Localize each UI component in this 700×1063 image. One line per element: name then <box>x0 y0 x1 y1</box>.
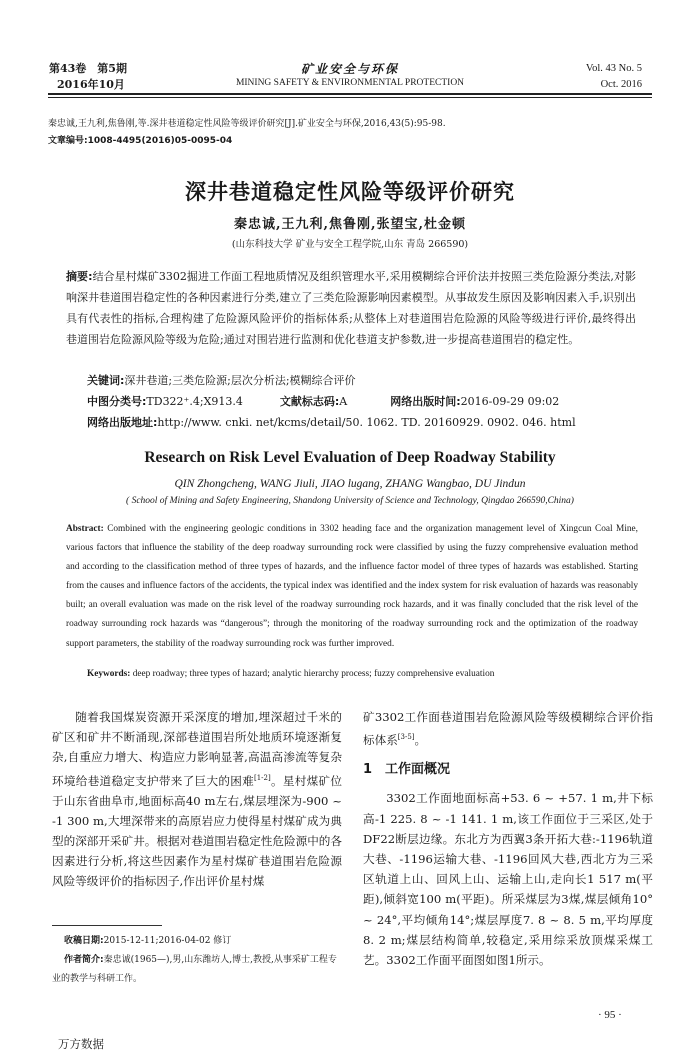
abstract-cn-text: 结合星村煤矿3302掘进工作面工程地质情况及组织管理水平,采用模糊综合评价法并按照三类危险源分类法,对影响深井巷道围岩稳定性的各种因素进行分类,建立了三类危险源影响因素模型。从事故发生原因及影响因素入手,识别出具有代表性的指标,合理构建了危险源风险评价的指标体系;从整体上对巷道围岩危险源的风险等级进行评价,最终得出巷道围岩危险源风险等级为危险;通过对围岩进行监测和优化巷道支护参数,进一步提高巷道围岩的稳定性。 <box>66 270 637 346</box>
citation-block <box>48 116 652 150</box>
header-volume-en <box>586 61 642 93</box>
volume-issue-cn: 第43卷 第5期 <box>49 62 127 75</box>
header-rule-thick <box>48 93 652 95</box>
authors-en: QIN Zhongcheng, WANG Jiuli, JIAO lugang, ZHANG Wangbao, DU Jindun <box>174 478 526 490</box>
journal-name-cn: 矿业安全与环保 <box>300 62 399 76</box>
author-bio-text: 秦忠诚(1965—),男,山东潍坊人,博士,教授,从事采矿工程专业的教学与科研工作。 <box>52 955 337 984</box>
received-value: 2015-12-11;2016-04-02 修订 <box>103 936 232 946</box>
header-rule-thin <box>48 97 652 98</box>
article-number-value: 1008-4495(2016)05-0095-04 <box>87 136 233 146</box>
received-label: 收稿日期: <box>64 936 104 946</box>
article-number-label: 文章编号: <box>48 136 88 146</box>
footnote-rule <box>52 925 162 926</box>
paper-title-en: Research on Risk Level Evaluation of Deep Roadway Stability <box>144 449 556 466</box>
intro-cont-text: 矿3302工作面巷道围岩危险源风险等级模糊综合评价指标体系 <box>363 710 653 748</box>
keywords-cn-text: 深井巷道;三类危险源;层次分析法;模糊综合评价 <box>124 374 356 387</box>
intro-ref-1: [1-2] <box>253 773 271 782</box>
keywords-en-label: Keywords: <box>87 669 131 679</box>
volume-issue-en: Vol. 43 No. 5 <box>585 63 642 74</box>
abstract-en-text: Combined with the engineering geologic conditions in 3302 heading face and the organization management level of Xingcun Coal Mine, various factors that influence the stability of the deep roadway surrounding rock were classified by using the fuzzy comprehensive evaluation method and according to the classification method of three types of hazards, and the influence factor model of three types of hazards was established. Starting from the causes and influence factors of the accidents, the typical index was identified and the index system for risk evaluation of hazards was reasonably built; an overall evaluation was made on the risk level of the roadway surrounding rock hazards, and it was finally concluded that the risk level of the roadway surrounding rock hazards was “dangerous”; through the monitoring of the roadway surrounding rock and the optimization of the roadway support parameters, the stability of the roadway surrounding rock was further improved. <box>66 524 638 649</box>
intro-cont-end: 。 <box>414 733 427 748</box>
date-cn: 2016年10月 <box>57 78 125 91</box>
received-date <box>52 932 342 951</box>
clc-value: TD322⁺.4;X913.4 <box>146 395 243 408</box>
author-bio-label: 作者简介: <box>64 955 104 965</box>
intro-continuation <box>363 707 653 750</box>
intro-text-2: 。星村煤矿位于山东省曲阜市,地面标高40 m左右,煤层埋深为-900 ~ -1 300 m,大埋深带来的高原岩应力使得星村煤矿成为典型的深部开采矿井。根据对巷道围岩稳定性危险源中的各因素进行分析,将这些因素作为星村煤矿巷道围岩危险源风险等级评价的指标因子,作出评价星村煤 <box>52 773 342 889</box>
affiliation-en: ( School of Mining and Safety Engineering, Shandong University of Science and Technology, Qingdao 266590,China) <box>126 496 574 506</box>
author-bio <box>52 951 342 989</box>
section-heading-1: 1 工作面概况 <box>363 762 451 778</box>
journal-name-en: MINING SAFETY & ENVIRONMENTAL PROTECTION <box>235 78 465 88</box>
classification-row <box>87 393 559 409</box>
body-right-column <box>363 707 653 970</box>
url-row <box>87 414 576 430</box>
keywords-en-text: deep roadway; three types of hazard; analytic hierarchy process; fuzzy comprehensive evaluation <box>132 669 495 679</box>
doc-code-value: A <box>339 395 348 408</box>
keywords-cn-label: 关键词: <box>87 374 125 387</box>
pub-time-value: 2016-09-29 09:02 <box>460 395 560 408</box>
section-1-paragraph: 3302工作面地面标高+53. 6 ~ +57. 1 m,井下标高-1 225. 8 ~ -1 141. 1 m,该工作面位于三采区,处于DF22断层边缘。东北方为西翼3条开拓大巷:-1196轨道大巷、-1196运输大巷、-1196回风大巷,西北方为三采区轨道上山、回风上山、运输上山,走向长1 517 m(平距),倾斜宽100 m(平距)。所采煤层为3煤,煤层倾角10° ~ 24°,平均倾角14°;煤层厚度7. 8 ~ 8. 5 m,平均厚度8. 2 m;煤层结构简单,较稳定,采用综采放顶煤采煤工艺。3302工作面平面图如图1所示。 <box>363 791 653 968</box>
abstract-cn-label: 摘要: <box>66 270 93 283</box>
keywords-en <box>87 669 494 679</box>
abstract-cn <box>66 266 636 350</box>
paper-title-cn: 深井巷道稳定性风险等级评价研究 <box>185 180 515 204</box>
clc-label: 中图分类号: <box>87 395 147 408</box>
article-number <box>48 133 652 150</box>
abstract-en <box>66 520 638 654</box>
body-left-column <box>52 707 342 892</box>
page-number: · 95 · <box>598 1009 622 1021</box>
footnote-block <box>52 932 342 989</box>
affiliation-cn: (山东科技大学 矿业与安全工程学院,山东 青岛 266590) <box>231 239 469 250</box>
pub-time-label: 网络出版时间: <box>390 395 461 408</box>
url-value: http://www. cnki. net/kcms/detail/50. 1062. TD. 20160929. 0902. 046. html <box>157 416 576 429</box>
watermark: 万方数据 <box>58 1037 104 1051</box>
abstract-en-label: Abstract: <box>66 524 104 534</box>
keywords-cn <box>87 372 356 388</box>
doc-code-label: 文献标志码: <box>279 395 340 408</box>
authors-cn: 秦忠诚,王九利,焦鲁刚,张望宝,杜金顿 <box>233 217 467 232</box>
citation-text: 秦忠诚,王九利,焦鲁刚,等.深井巷道稳定性风险等级评价研究[J].矿业安全与环保,2016,43(5):95-98. <box>48 119 446 129</box>
url-label: 网络出版地址: <box>87 416 158 429</box>
intro-text-1: 随着我国煤炭资源开采深度的增加,埋深超过千米的矿区和矿井不断涌现,深部巷道围岩所处地质环境逐渐复杂,自重应力增大、构造应力影响显著,高温高渗流等复杂环境给巷道稳定支护带来了巨大的困难 <box>52 710 342 788</box>
intro-ref-2: [3-5] <box>397 733 415 742</box>
date-en: Oct. 2016 <box>600 79 642 90</box>
intro-paragraph <box>52 707 342 892</box>
